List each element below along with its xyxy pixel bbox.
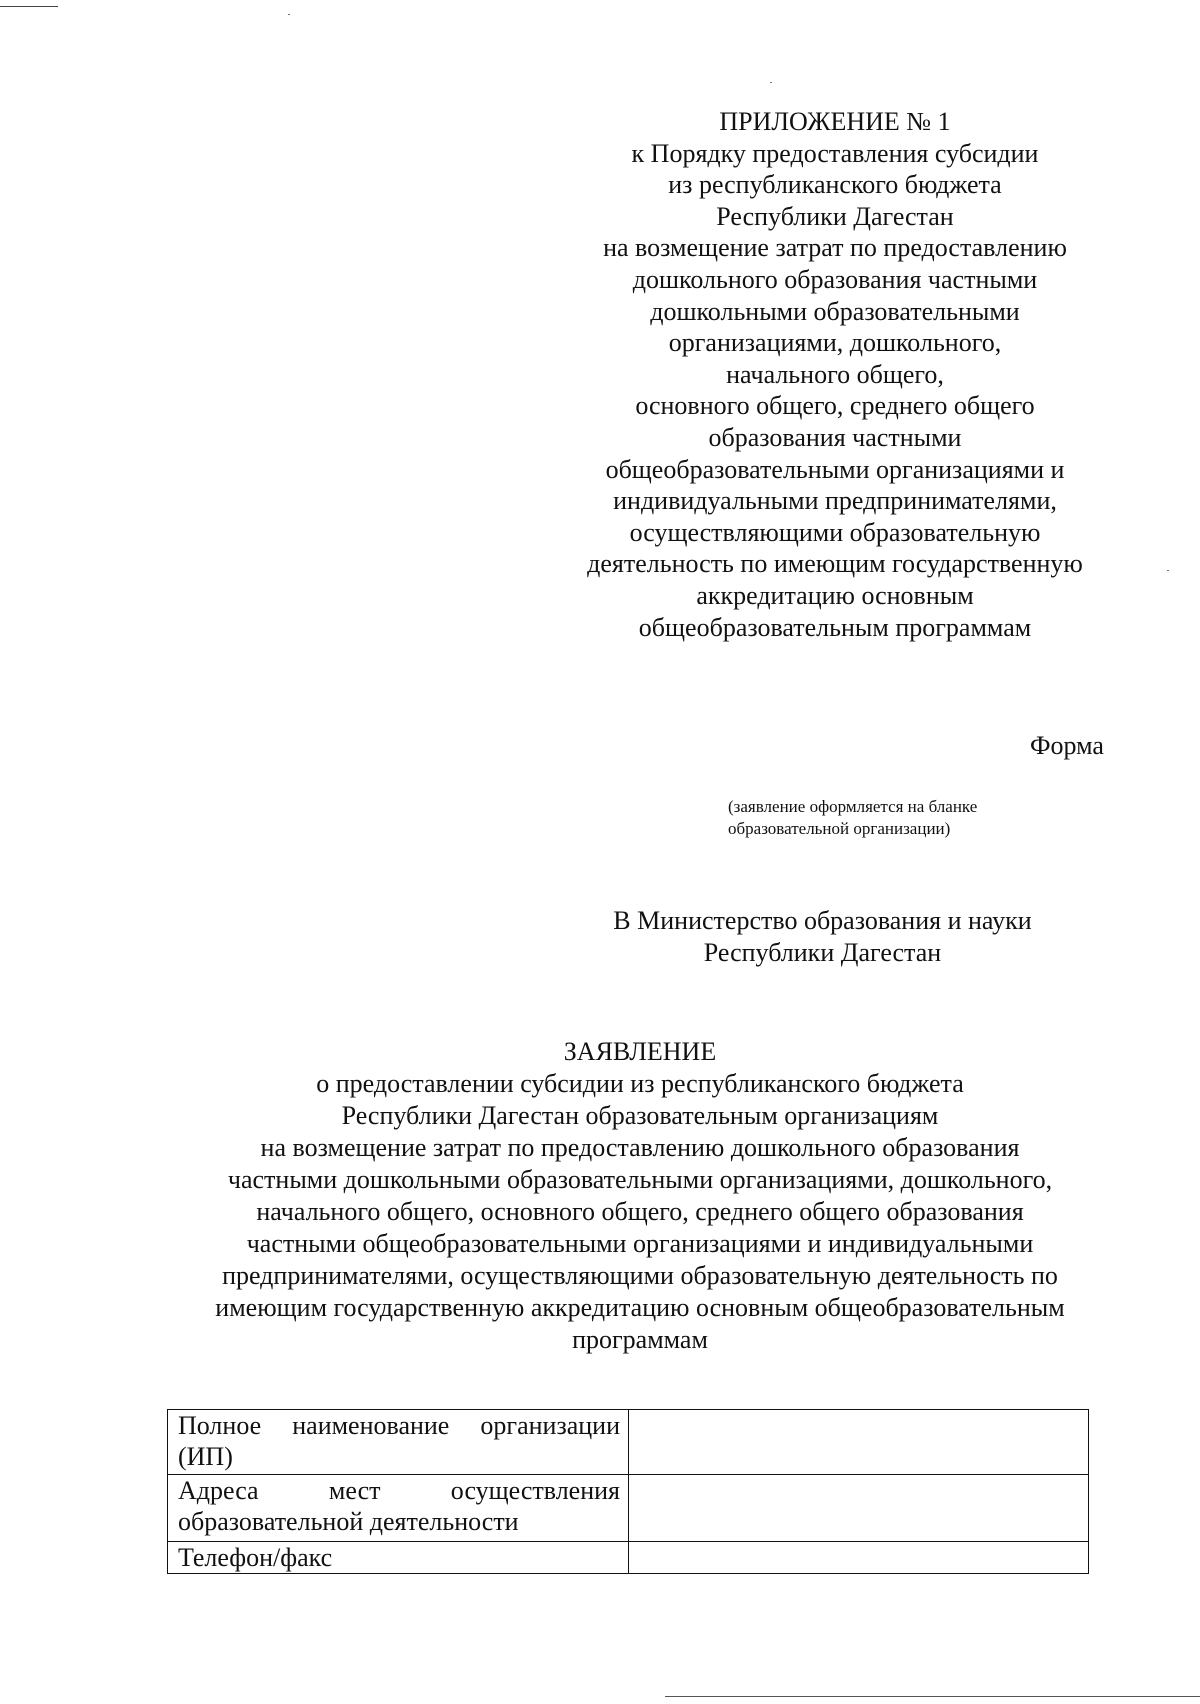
appendix-line: на возмещение затрат по предоставлению — [603, 233, 1067, 263]
table-label-line: Полное наименование организации — [178, 1411, 620, 1440]
appendix-line: осуществляющими образовательную — [629, 517, 1041, 547]
scan-edge-line-bottom — [665, 1696, 1200, 1697]
appendix-line: деятельность по имеющим государственную — [587, 549, 1083, 579]
phone-fax-value[interactable] — [629, 1542, 1089, 1574]
heading-line: частными общеобразовательными организациями и индивидуальными — [246, 1229, 1034, 1258]
addresses-value[interactable] — [629, 1475, 1089, 1542]
heading-line: начального общего, основного общего, среднего общего образования — [256, 1197, 1024, 1226]
application-table — [167, 1409, 1089, 1574]
table-label-line: Телефон/факс — [178, 1543, 333, 1572]
heading-line: Республики Дагестан образовательным организациям — [341, 1101, 939, 1130]
appendix-line: из республиканского бюджета — [668, 170, 1002, 200]
appendix-line: дошкольными образовательными — [650, 296, 1020, 326]
heading-line: имеющим государственную аккредитацию основным общеобразовательным — [215, 1293, 1065, 1322]
addressee — [585, 905, 1060, 969]
table-row — [168, 1410, 1089, 1475]
scan-speck — [1167, 570, 1169, 571]
appendix-header — [555, 106, 1115, 643]
table-label-cell — [168, 1475, 629, 1542]
blank-note-line: (заявление оформляется на бланке — [728, 797, 978, 816]
addressee-line: В Министерство образования и науки — [613, 906, 1032, 935]
appendix-line: организациями, дошкольного, — [668, 328, 1002, 358]
appendix-line: начального общего, — [726, 359, 944, 389]
table-label-cell — [168, 1410, 629, 1475]
scan-edge-line-top — [0, 6, 58, 7]
form-label: Форма — [1030, 731, 1104, 760]
table-label-line: образовательной деятельности — [178, 1507, 519, 1536]
appendix-line: образования частными — [708, 422, 962, 452]
appendix-line: аккредитацию основным — [696, 580, 974, 610]
appendix-line: Республики Дагестан — [716, 201, 954, 231]
heading-line: частными дошкольными образовательными организациями, дошкольного, — [227, 1165, 1053, 1194]
table-label-line: (ИП) — [178, 1442, 233, 1471]
scan-speck — [288, 14, 290, 15]
table-row — [168, 1475, 1089, 1542]
scan-speck — [770, 82, 772, 83]
heading-line: на возмещение затрат по предоставлению дошкольного образования — [260, 1133, 1020, 1162]
appendix-line: индивидуальными предпринимателями, — [613, 486, 1057, 516]
blank-note — [728, 796, 977, 840]
appendix-line: основного общего, среднего общего — [635, 391, 1035, 421]
heading-line: программам — [572, 1325, 708, 1354]
table-row — [168, 1542, 1089, 1574]
heading-line: о предоставлении субсидии из республиканского бюджета — [316, 1069, 964, 1098]
blank-note-line: образовательной организации) — [728, 819, 951, 838]
addressee-line: Республики Дагестан — [703, 938, 942, 967]
organization-name-value[interactable] — [629, 1410, 1089, 1475]
appendix-line: общеобразовательным программам — [638, 612, 1032, 642]
heading-line: предпринимателями, осуществляющими образовательную деятельность по — [222, 1261, 1058, 1290]
table-label-line: Адреса мест осуществления — [178, 1476, 620, 1505]
application-title: ЗАЯВЛЕНИЕ — [563, 1037, 717, 1066]
appendix-line: дошкольного образования частными — [632, 264, 1038, 294]
appendix-line: общеобразовательными организациями и — [605, 454, 1065, 484]
appendix-title: ПРИЛОЖЕНИЕ № 1 — [719, 107, 951, 136]
appendix-line: к Порядку предоставления субсидии — [631, 138, 1039, 168]
table-label-cell — [168, 1542, 629, 1574]
application-heading — [160, 1036, 1120, 1356]
